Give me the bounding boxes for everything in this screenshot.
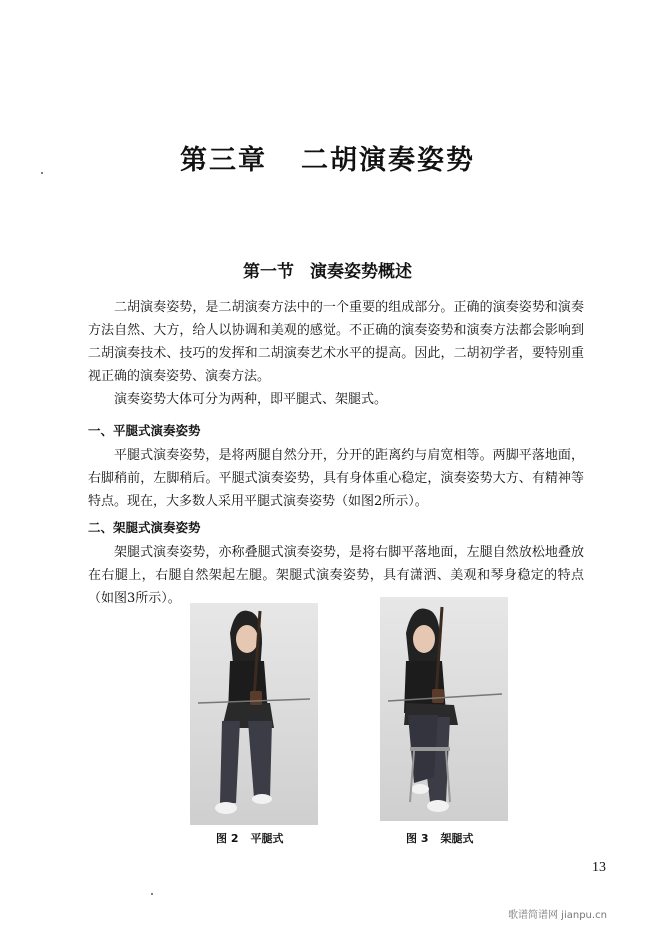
figure-3-caption <box>406 830 473 846</box>
figure-2-title: 平腿式 <box>250 832 284 845</box>
section-name: 演奏姿势概述 <box>310 262 412 282</box>
figure-3-photo <box>380 597 508 821</box>
figure-3-title: 架腿式 <box>440 832 474 845</box>
chapter-name: 二胡演奏姿势 <box>301 145 475 176</box>
types-paragraph: 演奏姿势大体可分为两种，即平腿式、架腿式。 <box>114 392 388 407</box>
figure-3-label: 图 3 <box>406 832 429 845</box>
scan-speck <box>151 893 153 895</box>
chapter-number: 第三章 <box>180 145 267 176</box>
flat-leg-paragraph: 平腿式演奏姿势，是将两腿自然分开，分开的距离约与肩宽相等。两脚平落地面，右脚稍前，左脚稍后。平腿式演奏姿势，具有身体重心稳定，演奏姿势大方、有精神等特点。现在，大多数人采用平腿式演奏姿势（如图2所示）。 <box>88 448 584 509</box>
site-watermark: 歌谱简谱网 jianpu.cn <box>508 910 607 921</box>
chapter-title <box>0 138 655 177</box>
section-title <box>0 257 655 282</box>
player-flat-leg-illustration <box>190 603 318 825</box>
intro-paragraph: 二胡演奏姿势，是二胡演奏方法中的一个重要的组成部分。正确的演奏姿势和演奏方法自然、大方，给人以协调和美观的感觉。不正确的演奏姿势和演奏方法都会影响到二胡演奏技术、技巧的发挥和二胡演奏艺术水平的提高。因此，二胡初学者，要特别重视正确的演奏姿势、演奏方法。 <box>88 300 584 384</box>
page-number: 13 <box>592 860 606 875</box>
subsection-heading-flat-leg: 一、平腿式演奏姿势 <box>88 423 201 438</box>
crossed-leg-paragraph: 架腿式演奏姿势，亦称叠腿式演奏姿势，是将右脚平落地面，左腿自然放松地叠放在右腿上，右腿自然架起左腿。架腿式演奏姿势，具有潇洒、美观和琴身稳定的特点（如图3所示）。 <box>88 545 584 606</box>
figure-2-caption <box>216 830 283 846</box>
player-crossed-leg-illustration <box>380 597 508 821</box>
scan-speck <box>41 172 43 174</box>
figure-2-label: 图 2 <box>216 832 239 845</box>
section-number: 第一节 <box>243 262 294 282</box>
figure-2-photo <box>190 603 318 825</box>
subsection-heading-crossed-leg: 二、架腿式演奏姿势 <box>88 520 201 535</box>
